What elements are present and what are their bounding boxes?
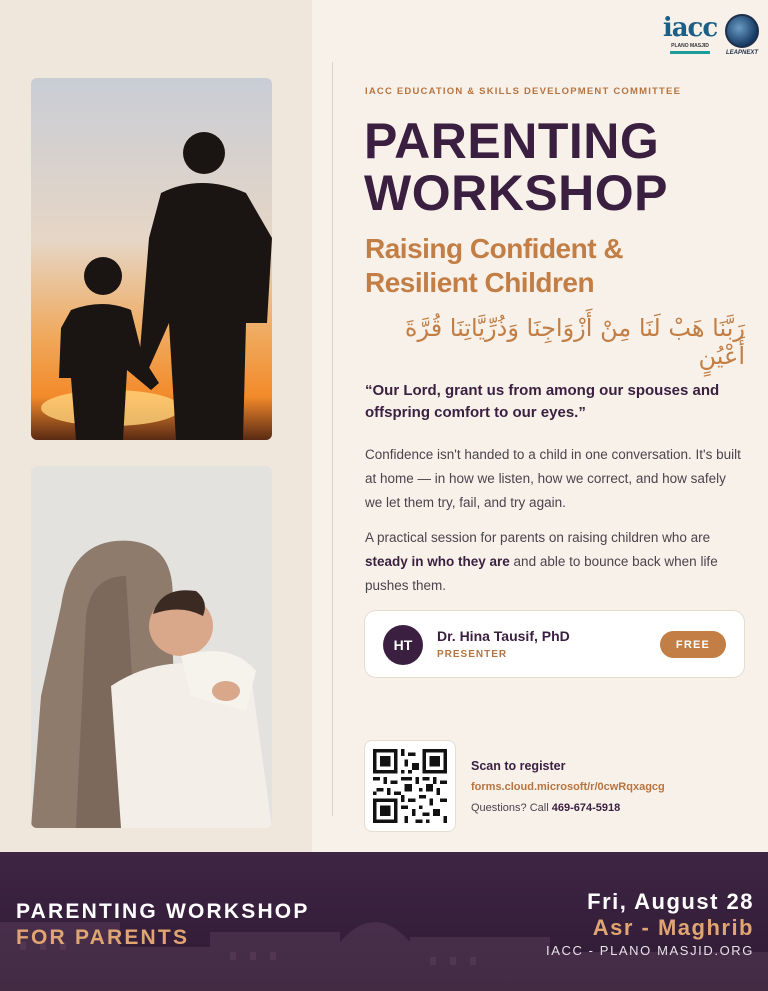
scan-title: Scan to register <box>471 759 566 773</box>
iacc-logo-bar <box>670 51 710 54</box>
footer-audience: FOR PARENTS <box>16 926 190 949</box>
title-line-2: WORKSHOP <box>364 165 668 221</box>
session-paragraph <box>365 526 745 598</box>
presenter-card <box>364 610 745 678</box>
committee-label: IACC EDUCATION & SKILLS DEVELOPMENT COMMITTEE <box>365 86 682 97</box>
photo-column <box>0 0 312 852</box>
iacc-logo-subtitle: PLANO MASJID <box>671 43 709 49</box>
footer-banner <box>0 852 768 991</box>
event-time: Asr - Maghrib <box>592 915 754 940</box>
avatar: HT <box>383 625 423 665</box>
event-website[interactable]: IACC - PLANO MASJID.ORG <box>546 943 754 958</box>
mother-baby-photo <box>31 466 272 828</box>
intro-paragraph: Confidence isn't handed to a child in one conversation. It's built at home — in how we listen, how we correct, and how safely we let them try, fail, and try again. <box>365 447 741 510</box>
iacc-logo-mark: iacc <box>662 13 718 43</box>
session-text-emphasis: steady in who they are <box>365 554 510 569</box>
event-date: Fri, August 28 <box>587 889 754 914</box>
session-text-start: A practical session for parents on raising children who are <box>365 530 711 545</box>
subtitle-line-1: Raising Confident & <box>365 233 624 264</box>
leapnext-logo <box>722 14 762 56</box>
footer-title: PARENTING WORKSHOP <box>16 900 310 923</box>
father-son-sunset-photo <box>31 78 272 440</box>
registration-link[interactable]: forms.cloud.microsoft/r/0cwRqxagcg <box>471 781 665 793</box>
contact-line <box>471 802 620 814</box>
subtitle <box>365 232 623 300</box>
phone-number[interactable]: 469-674-5918 <box>551 802 621 814</box>
free-badge: FREE <box>660 631 726 658</box>
arabic-verse: رَبَّنَا هَبْ لَنَا مِنْ أَزْوَاجِنَا وَذُرِّيَّاتِنَا قُرَّةَ أَعْيُنٍ <box>404 314 745 370</box>
logo-group <box>662 13 762 66</box>
vertical-divider <box>332 62 333 816</box>
leapnext-logo-text: LEAPNEXT <box>725 50 758 56</box>
contact-prefix: Questions? Call <box>471 802 549 814</box>
presenter-name: Dr. Hina Tausif, PhD <box>437 628 570 644</box>
verse-translation: “Our Lord, grant us from among our spouses and offspring comfort to our eyes.” <box>365 382 720 421</box>
session-text-end: and able to bounce back when life pushes them. <box>365 554 718 593</box>
presenter-role: PRESENTER <box>437 649 508 660</box>
page-title <box>364 115 668 219</box>
globe-icon <box>725 14 759 48</box>
event-details <box>546 889 754 961</box>
registration-qr-code[interactable] <box>364 740 456 832</box>
iacc-logo <box>662 13 718 66</box>
subtitle-line-2: Resilient Children <box>365 267 595 298</box>
title-line-1: PARENTING <box>364 113 660 169</box>
qr-code-icon <box>373 749 447 823</box>
